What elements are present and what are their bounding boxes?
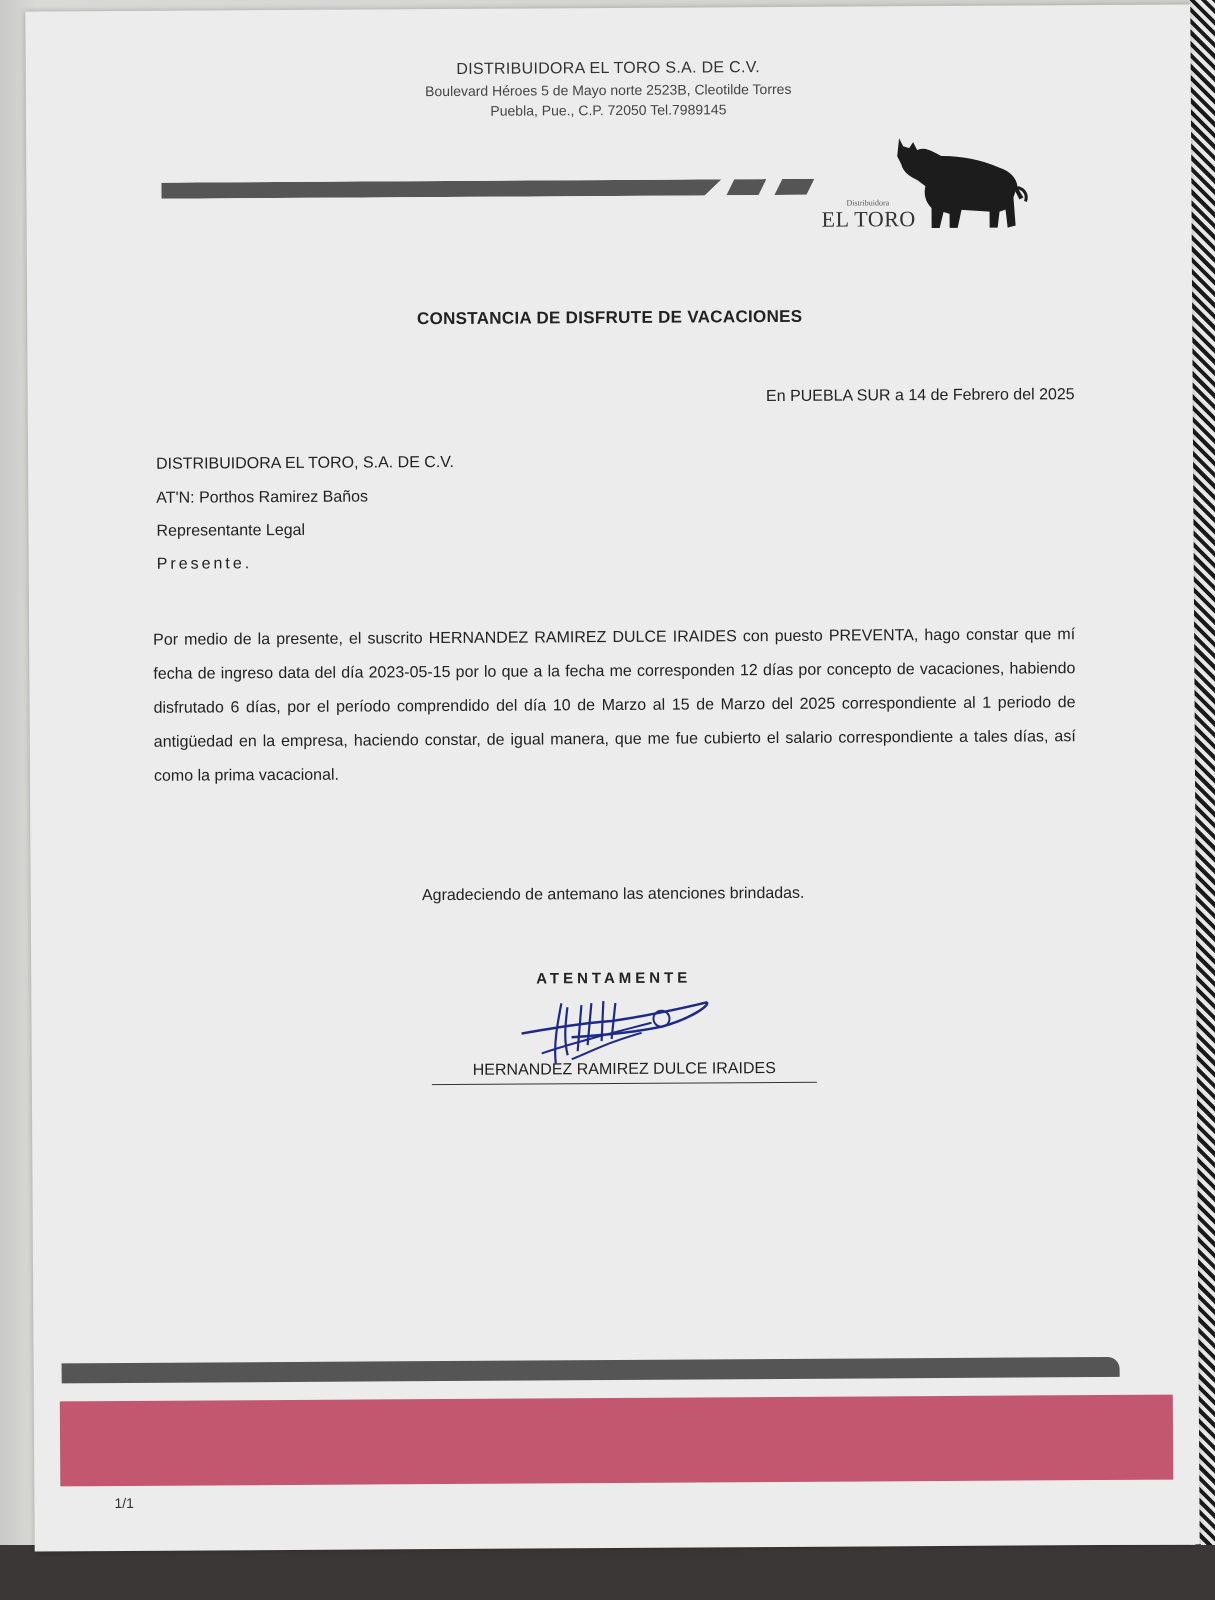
background-table [0, 1545, 1215, 1600]
logo-brand-toro: TORO [854, 206, 916, 232]
signature-line [432, 1082, 817, 1085]
el-toro-logo [821, 125, 1032, 236]
recipient-role: Representante Legal [156, 521, 306, 540]
header-company: DISTRIBUIDORA EL TORO S.A. DE C.V. [456, 59, 761, 78]
letter-page [25, 4, 1199, 1551]
recipient-company: DISTRIBUIDORA EL TORO, S.A. DE C.V. [156, 453, 454, 473]
header-grey-bar [161, 179, 721, 198]
recipient-presente: Presente. [156, 555, 253, 573]
header-address-line2: Puebla, Pue., C.P. 72050 Tel.7989145 [490, 101, 727, 119]
header-bar-segment [774, 179, 814, 195]
recipient-attention: AT'N: Porthos Ramirez Baños [156, 488, 369, 507]
logo-brand-text [822, 206, 916, 233]
footer-red-band [60, 1395, 1173, 1487]
page-number: 1/1 [114, 1494, 134, 1512]
thanks-line: Agradeciendo de antemano las atenciones brindadas. [421, 884, 805, 905]
logo-brand-el: EL [821, 206, 855, 232]
body-paragraph: Por medio de la presente, el suscrito HERNANDEZ RAMIREZ DULCE IRAIDES con puesto PREVENTA, hago constar que mí fecha de ingreso data del día 2023-05-15 por lo que a la fecha me corresponden 12 días por concepto de vacaciones, habiendo disfrutado 6 días, por el período comprendido del día 10 de Marzo al 15 de Marzo del 2025 correspondiente al 1 periodo de antigüedad en la empresa, haciendo constar, de igual manera, que me fue cubierto el salario correspondiente a tales días, así como la prima vacacional. [153, 626, 1076, 785]
signer-name: HERNANDEZ RAMIREZ DULCE IRAIDES [472, 1060, 776, 1079]
closing-atentamente: ATENTAMENTE [536, 969, 692, 988]
logo-small-text: Distribuidora [846, 198, 890, 208]
footer-grey-bar [62, 1357, 1120, 1383]
place-date: En PUEBLA SUR a 14 de Febrero del 2025 [765, 386, 1075, 406]
header-address-line1: Boulevard Héroes 5 de Mayo norte 2523B, Cleotilde Torres [425, 80, 792, 100]
header-bar-segment [726, 179, 766, 195]
document-title: CONSTANCIA DE DISFRUTE DE VACACIONES [416, 306, 803, 329]
